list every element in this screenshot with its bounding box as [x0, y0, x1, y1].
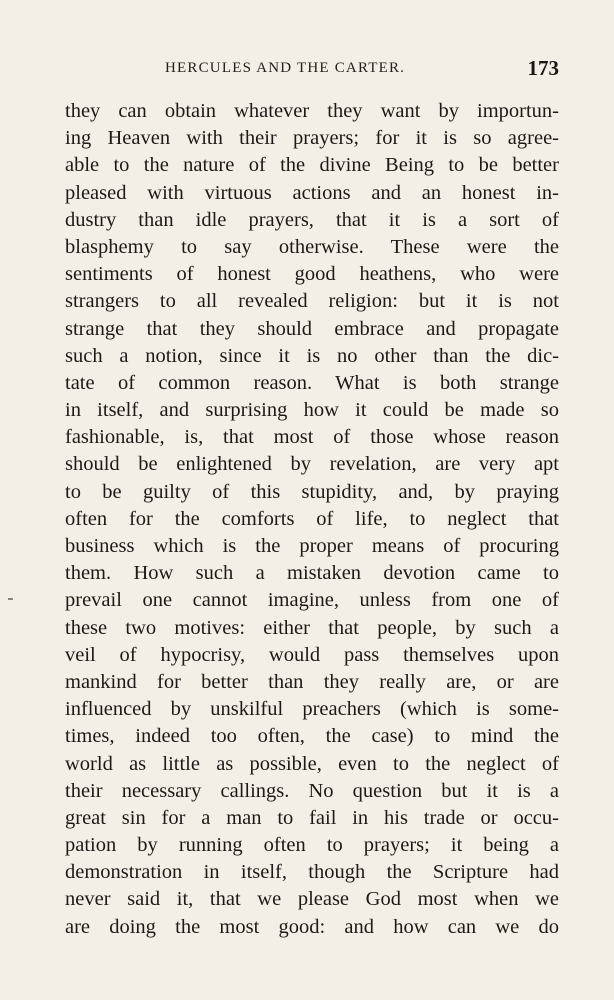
page-number: 173	[527, 56, 559, 80]
text-line: sentiments of honest good heathens, who were	[65, 263, 559, 286]
text-line: to be guilty of this stupidity, and, by praying	[65, 480, 559, 503]
text-line: they can obtain whatever they want by importun-	[65, 100, 559, 122]
text-line: dustry than idle prayers, that it is a sort of	[65, 208, 559, 231]
text-line: their necessary callings. No question but it is a	[65, 779, 559, 802]
running-head	[65, 56, 559, 82]
text-line: able to the nature of the divine Being to be better	[65, 154, 559, 177]
text-line: blasphemy to say otherwise. These were the	[65, 235, 559, 258]
text-line: world as little as possible, even to the neglect of	[65, 752, 559, 775]
text-line: influenced by unskilful preachers (which is some-	[65, 698, 559, 721]
body-text	[65, 98, 559, 941]
text-line: ing Heaven with their prayers; for it is so agree-	[65, 127, 559, 150]
text-line: should be enlightened by revelation, are very apt	[65, 453, 559, 476]
text-line: never said it, that we please God most when we	[65, 888, 559, 911]
text-line: mankind for better than they really are, or are	[65, 670, 559, 693]
text-line: veil of hypocrisy, would pass themselves upon	[65, 643, 559, 666]
margin-mark	[8, 598, 13, 600]
text-line: in itself, and surprising how it could be made so	[65, 399, 559, 422]
text-line: strange that they should embrace and propagate	[65, 317, 559, 340]
text-line: are doing the most good: and how can we do	[65, 915, 559, 938]
text-line: often for the comforts of life, to neglect that	[65, 507, 559, 530]
text-line: pation by running often to prayers; it being a	[65, 834, 559, 857]
text-line: strangers to all revealed religion: but it is not	[65, 290, 559, 313]
text-line: prevail one cannot imagine, unless from one of	[65, 589, 559, 612]
text-line: these two motives: either that people, by such a	[65, 616, 559, 639]
text-line: great sin for a man to fail in his trade or occu-	[65, 806, 559, 829]
text-line: times, indeed too often, the case) to mind the	[65, 725, 559, 748]
text-line: such a notion, since it is no other than the dic-	[65, 344, 559, 367]
text-line: demonstration in itself, though the Scripture had	[65, 861, 559, 884]
text-line: fashionable, is, that most of those whose reason	[65, 426, 559, 449]
text-line: business which is the proper means of procuring	[65, 535, 559, 557]
text-line: pleased with virtuous actions and an honest in-	[65, 181, 559, 204]
text-line: tate of common reason. What is both strange	[65, 371, 559, 394]
running-title: HERCULES AND THE CARTER.	[165, 60, 406, 76]
text-line: them. How such a mistaken devotion came to	[65, 562, 559, 585]
